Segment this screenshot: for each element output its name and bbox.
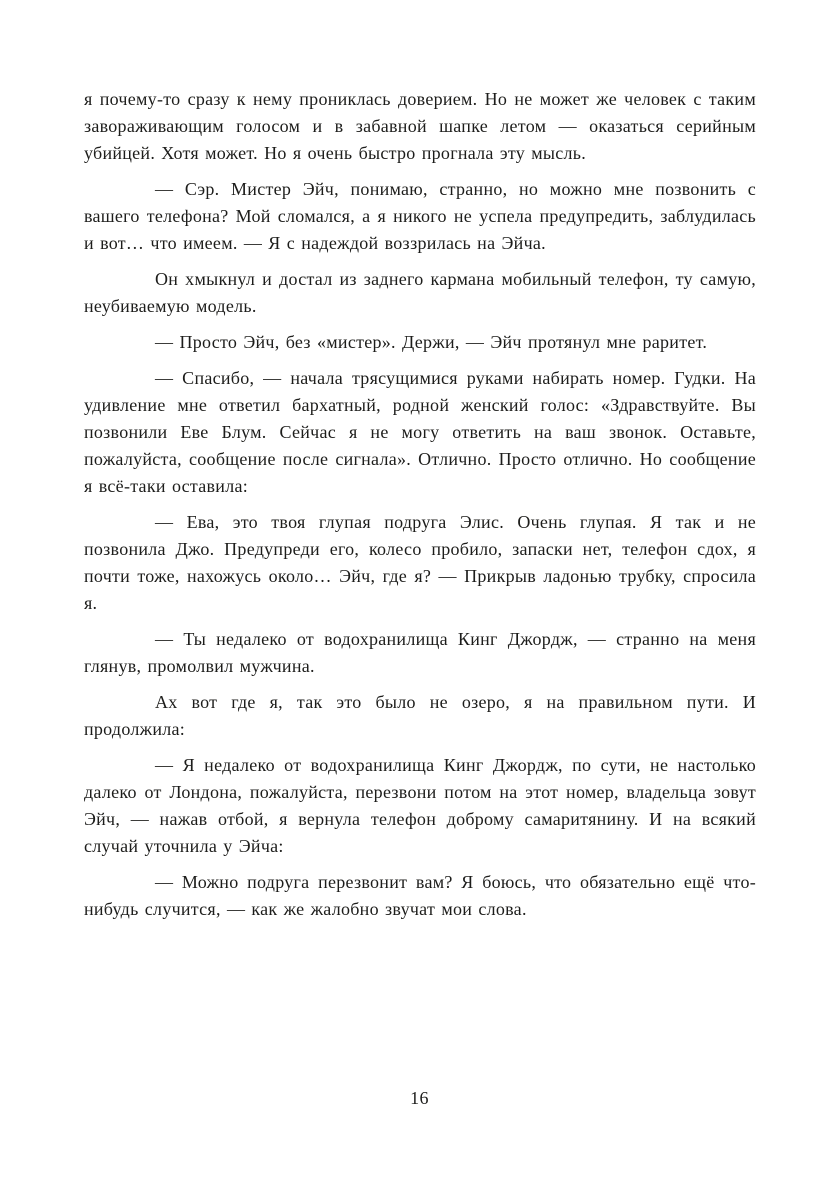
page-number: 16 [410, 1088, 429, 1108]
paragraph: — Можно подруга перезвонит вам? Я боюсь, что обязательно ещё что-нибудь случится, — как же жалобно звучат мои слова. [84, 872, 756, 919]
paragraph: — Сэр. Мистер Эйч, понимаю, странно, но можно мне позвонить с вашего телефона? Мой сломался, а я никого не успела предупредить, заблудилась и вот… что имеем. — Я с надеждой воззрилась на Эйча. [84, 179, 756, 253]
paragraph: — Ева, это твоя глупая подруга Элис. Очень глупая. Я так и не позвонила Джо. Предупреди его, колесо пробило, запаски нет, телефон сдох, я почти тоже, нахожусь около… Эйч, где я? — Прикрыв ладонью трубку, спросила я. [84, 512, 756, 613]
paragraph: я почему-то сразу к нему прониклась доверием. Но не может же человек с таким завораживающим голосом и в забавной шапке летом — оказаться серийным убийцей. Хотя может. Но я очень быстро прогнала эту мысль. [84, 89, 756, 163]
paragraph: Он хмыкнул и достал из заднего кармана мобильный телефон, ту самую, неубиваемую модель. [84, 269, 756, 316]
paragraph: — Ты недалеко от водохранилища Кинг Джордж, — странно на меня глянув, промолвил мужчина. [84, 629, 756, 676]
paragraph: Ах вот где я, так это было не озеро, я на правильном пути. И продолжила: [84, 692, 756, 739]
page-text [84, 86, 756, 923]
paragraph: — Просто Эйч, без «мистер». Держи, — Эйч протянул мне раритет. [155, 332, 708, 352]
paragraph: — Спасибо, — начала трясущимися руками набирать номер. Гудки. На удивление мне ответил бархатный, родной женский голос: «Здравствуйте. Вы позвонили Еве Блум. Сейчас я не могу ответить на ваш звонок. Оставьте, пожалуйста, сообщение после сигнала». Отлично. Просто отлично. Но сообщение я всё-таки оставила: [84, 368, 756, 496]
paragraph: — Я недалеко от водохранилища Кинг Джордж, по сути, не настолько далеко от Лондона, пожалуйста, перезвони потом на этот номер, владельца зовут Эйч, — нажав отбой, я вернула телефон доброму самаритянину. И на всякий случай уточнила у Эйча: [84, 755, 756, 856]
